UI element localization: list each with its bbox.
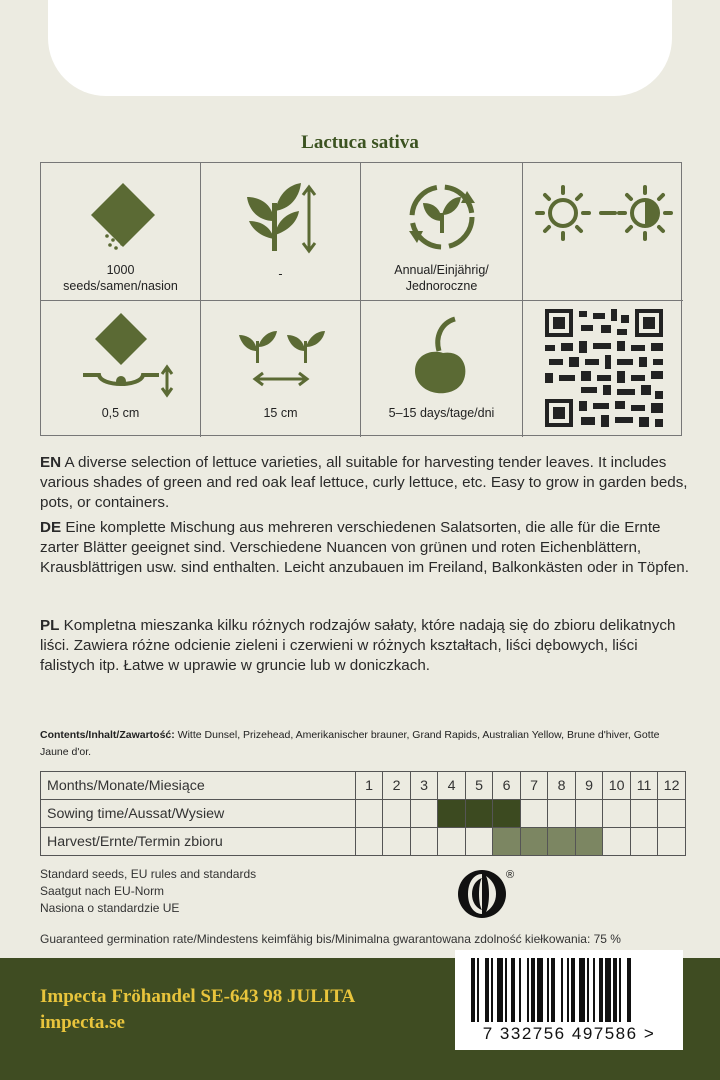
sowing-month-8: [548, 800, 576, 828]
harvest-month-11: [630, 828, 658, 856]
species-name: Lactuca sativa: [301, 132, 419, 153]
description-en-text: A diverse selection of lettuce varieties, all suitable for harvesting tender leaves. It includes various shades of green and red oak leaf lettuce, curly lettuce, etc. Easy to grow in garden beds, pots, or containers.: [40, 454, 688, 511]
sowing-month-3: [410, 800, 438, 828]
hang-tab: [48, 0, 672, 96]
sowing-month-4: [438, 800, 466, 828]
month-10: 10: [603, 772, 631, 800]
harvest-month-5: [465, 828, 493, 856]
harvest-month-12: [658, 828, 686, 856]
lifecycle-line1: Annual/Einjährig/: [394, 263, 489, 277]
sun-partial-shade-icon: [523, 163, 683, 301]
registered-mark: ®: [506, 869, 515, 881]
spacing-cell: [201, 301, 361, 437]
contents-text: Witte Dunsel, Prizehead, Amerikanischer brauner, Grand Rapids, Australian Yellow, Brune d'hiver, Gotte Jaune d'or.: [40, 729, 660, 758]
germination-rate: Guaranteed germination rate/Mindestens keimfähig bis/Minimalna gwarantowana zdolność kiełkowania: 75 %: [40, 932, 621, 946]
sowing-row: [41, 800, 686, 828]
month-2: 2: [383, 772, 411, 800]
month-3: 3: [410, 772, 438, 800]
description-en: [40, 453, 690, 513]
harvest-month-4: [438, 828, 466, 856]
qr-code-icon: [523, 301, 683, 437]
harvest-month-10: [603, 828, 631, 856]
qr-cell: [523, 301, 683, 437]
company-address: Impecta Fröhandel SE-643 98 JULITA: [40, 986, 356, 1007]
standards-line-de: Saatgut nach EU-Norm: [40, 884, 165, 898]
company-website: impecta.se: [40, 1012, 125, 1033]
contents-label: Contents/Inhalt/Zawartość:: [40, 729, 175, 741]
company-info: [40, 984, 355, 1036]
depth-label: 0,5 cm: [101, 406, 140, 420]
month-6: 6: [493, 772, 521, 800]
lang-code-de: DE: [40, 519, 62, 536]
sowing-label: Sowing time/Aussat/Wysiew: [41, 800, 356, 828]
seeds-unit: seeds/samen/nasion: [63, 279, 178, 293]
sowing-month-5: [465, 800, 493, 828]
month-1: 1: [355, 772, 383, 800]
month-11: 11: [630, 772, 658, 800]
sowing-calendar: [40, 771, 686, 856]
standards-line-pl: Nasiona o standardzie UE: [40, 901, 180, 915]
green-dot-recycle-icon: [456, 864, 520, 924]
harvest-row: [41, 828, 686, 856]
month-12: 12: [658, 772, 686, 800]
depth-cell: [41, 301, 201, 437]
harvest-label: Harvest/Ernte/Termin zbioru: [41, 828, 356, 856]
harvest-month-2: [383, 828, 411, 856]
harvest-month-1: [355, 828, 383, 856]
height-label: -: [278, 267, 283, 281]
standards-line-en: Standard seeds, EU rules and standards: [40, 867, 257, 881]
calendar-header-row: [41, 772, 686, 800]
height-cell: [201, 163, 361, 301]
lifecycle-cell: [361, 163, 523, 301]
barcode-number: 7 332756 497586 >: [482, 1024, 656, 1043]
lang-code-pl: PL: [40, 617, 60, 634]
harvest-month-6: [493, 828, 521, 856]
sowing-month-7: [520, 800, 548, 828]
barcode-icon: [455, 950, 683, 1026]
info-icon-grid: [40, 162, 682, 436]
lang-code-en: EN: [40, 454, 62, 471]
month-5: 5: [465, 772, 493, 800]
sowing-month-11: [630, 800, 658, 828]
lifecycle-line2: Jednoroczne: [405, 279, 478, 293]
seed-standards: [40, 866, 256, 917]
month-9: 9: [575, 772, 603, 800]
sowing-month-1: [355, 800, 383, 828]
sowing-month-12: [658, 800, 686, 828]
barcode: [455, 950, 683, 1050]
description-de: [40, 518, 690, 578]
harvest-month-9: [575, 828, 603, 856]
spacing-label: 15 cm: [263, 406, 298, 420]
months-label: Months/Monate/Miesiące: [41, 772, 356, 800]
sowing-month-10: [603, 800, 631, 828]
harvest-month-8: [548, 828, 576, 856]
description-de-text: Eine komplette Mischung aus mehreren verschiedenen Salatsorten, die alle für die Ernte zarter Blätter geeignet sind. Verschiedene Nuancen von grünen und roten Eichenblättern, Krausblättrigen usw. sind enthalten. Leicht anzubauen im Freiland, Balkonkästen oder in Töpfen.: [40, 519, 689, 576]
harvest-month-7: [520, 828, 548, 856]
month-4: 4: [438, 772, 466, 800]
germination-cell: [361, 301, 523, 437]
seeds-count: 1000: [106, 263, 135, 277]
seeds-cell: [41, 163, 201, 301]
description-pl: [40, 616, 690, 676]
month-7: 7: [520, 772, 548, 800]
description-pl-text: Kompletna mieszanka kilku różnych rodzajów sałaty, które nadają się do zbioru delikatnych liści. Zawiera różne odcienie zieleni i czerwieni w różnych kształtach, liści dębowych, liści falistych itp. Łatwe w uprawie w gruncie lub w doniczkach.: [40, 617, 676, 674]
sowing-month-6: [493, 800, 521, 828]
germination-label: 5–15 days/tage/dni: [388, 406, 495, 420]
sun-cell: [523, 163, 683, 301]
sowing-month-9: [575, 800, 603, 828]
contents-list: [40, 727, 690, 761]
harvest-month-3: [410, 828, 438, 856]
sowing-month-2: [383, 800, 411, 828]
month-8: 8: [548, 772, 576, 800]
